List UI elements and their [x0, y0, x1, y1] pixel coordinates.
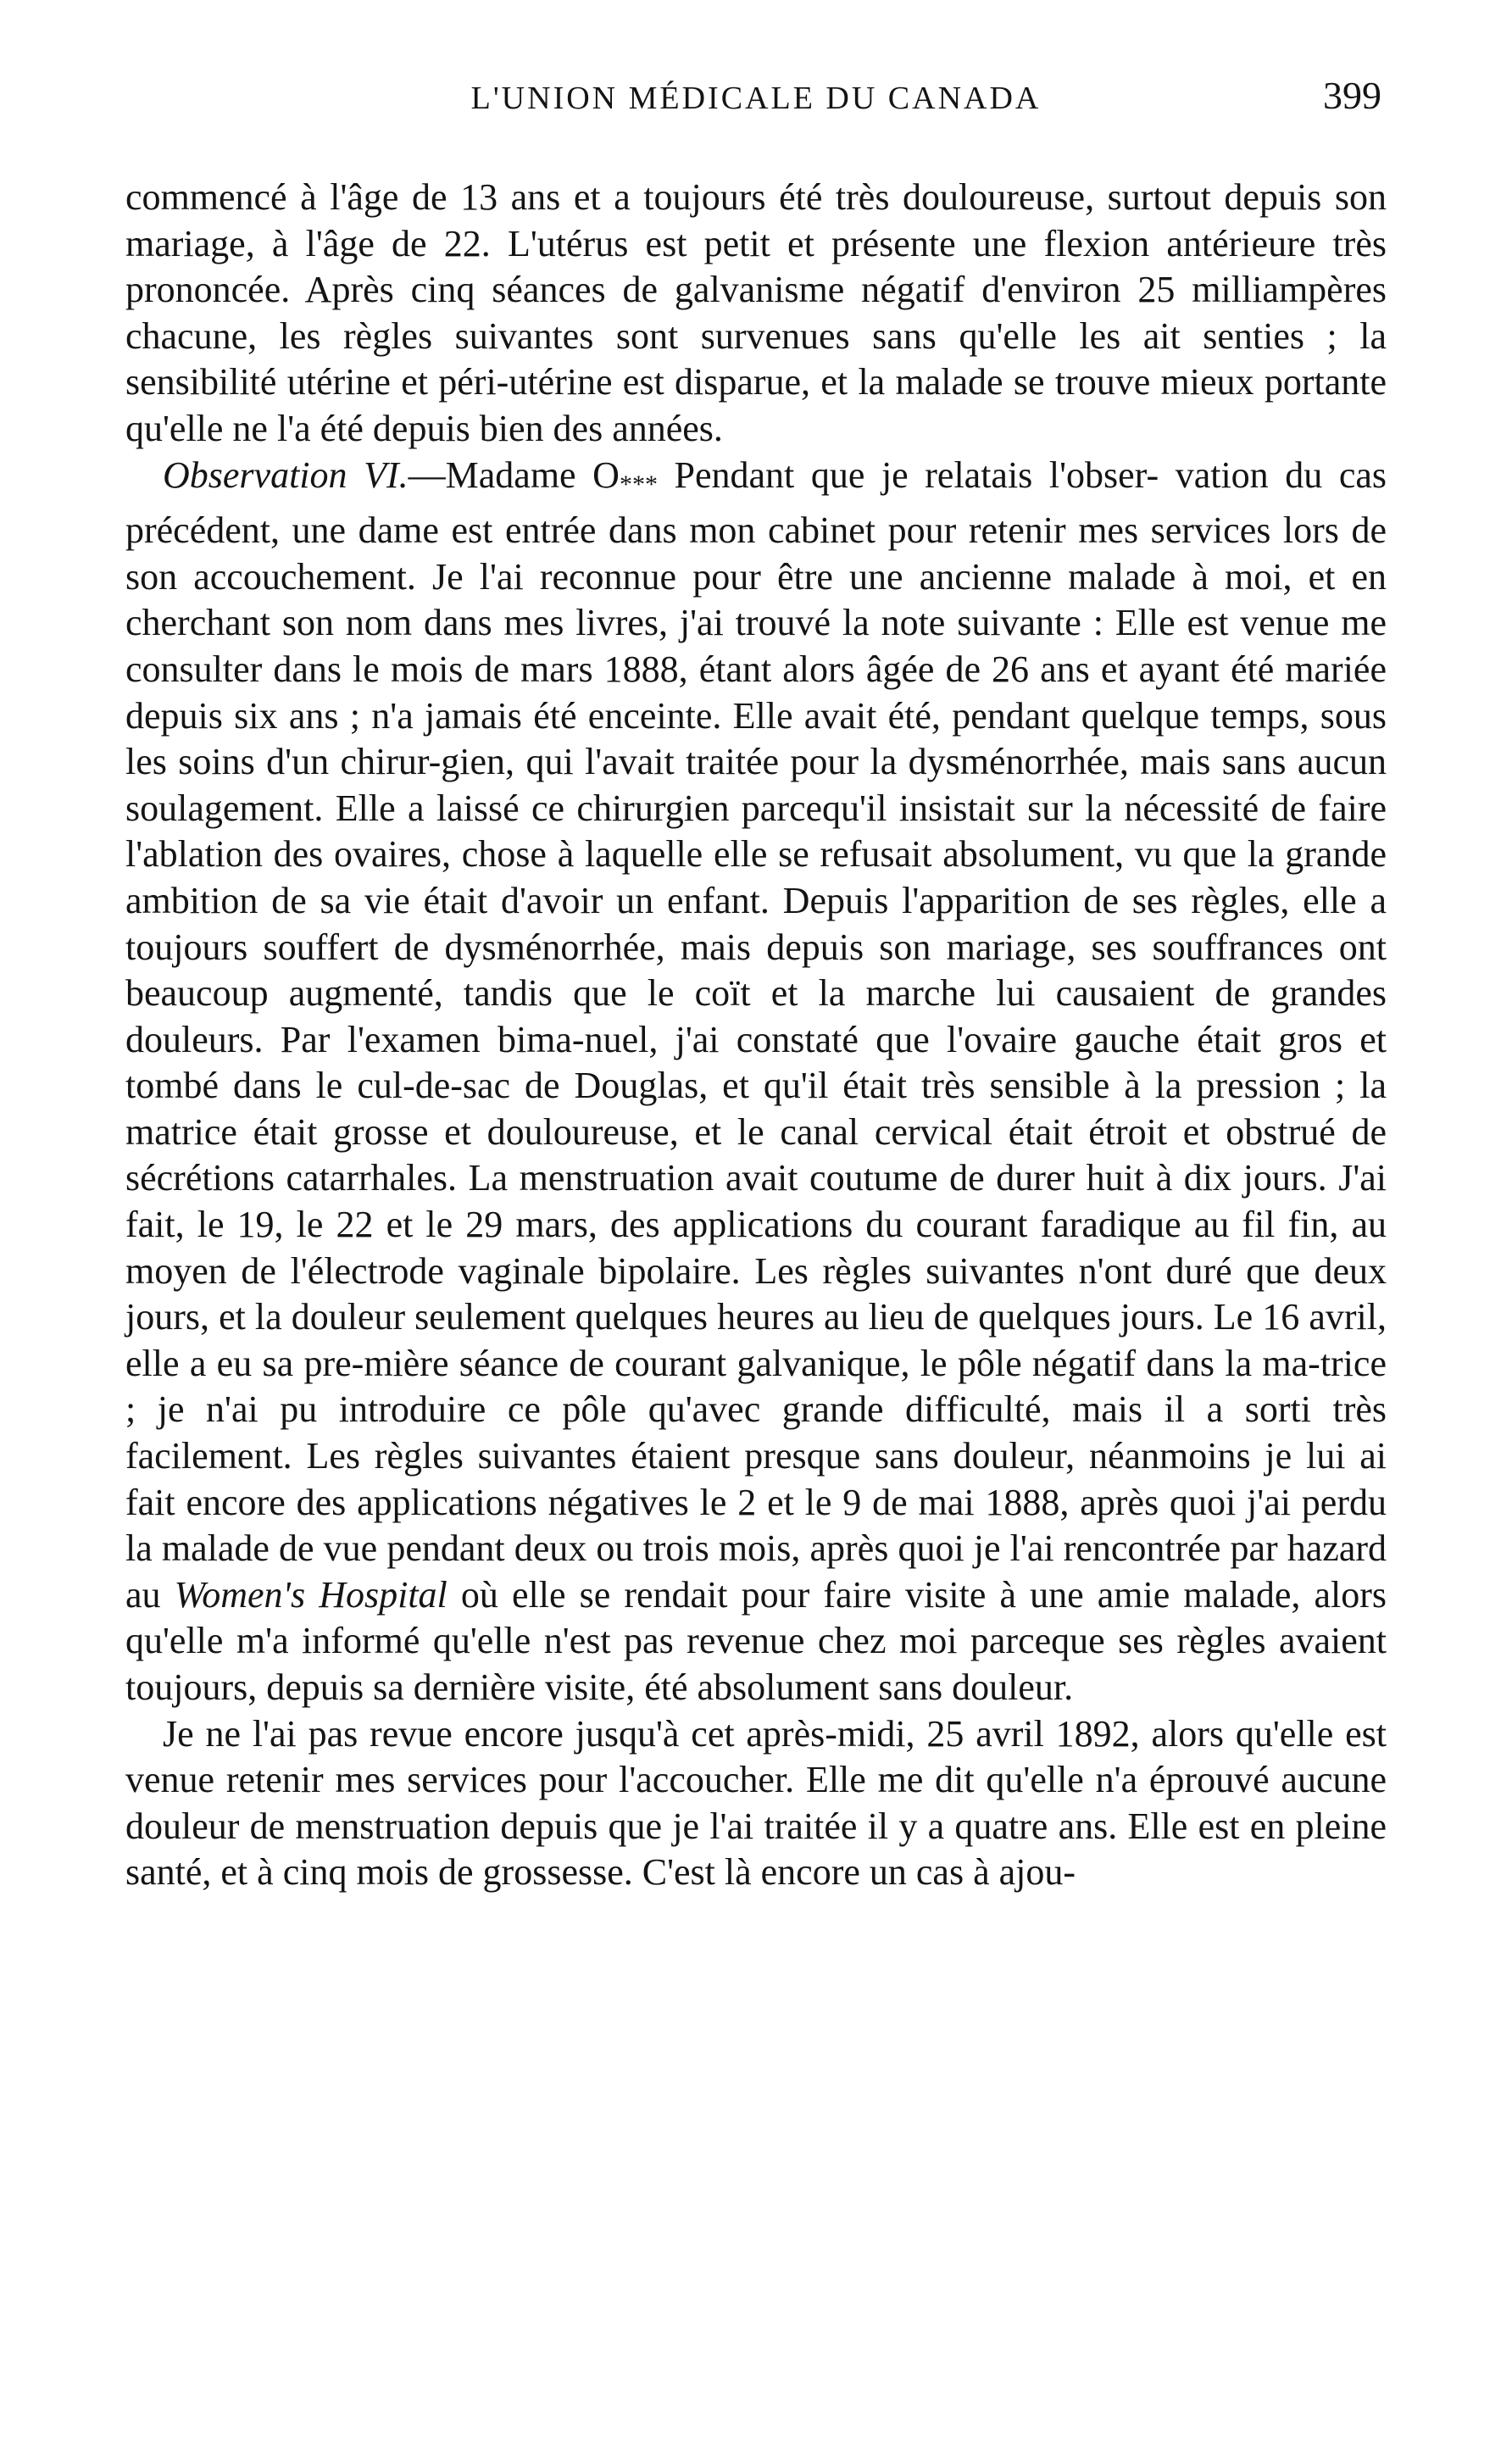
body-text: [125, 175, 1387, 1896]
text-line: soulagement. Elle a laissé ce chirurgien parcequ'il insistait sur: [125, 787, 1073, 829]
observation-first-line: Pendant que je relatais l'obser-: [657, 453, 1159, 496]
observation-lines: [125, 454, 1387, 1570]
text-line: reconnue pour être une ancienne malade à moi, et en cherchant son: [125, 555, 1387, 644]
text-line: dernière visite, été absolument sans douleur.: [403, 1666, 1074, 1708]
text-line: depuis que je l'ai traitée il y a quatre ans. Elle est en pleine: [490, 1805, 1387, 1847]
book-page: [125, 73, 1387, 2395]
text-line: séances de galvanisme négatif d'environ 25 milliampères chacune,: [125, 269, 1387, 357]
text-line: de vue pendant deux ou trois mois, après quoi je l'ai rencontrée par: [269, 1527, 1278, 1570]
text-line: Elle avait été, pendant quelque temps, sous les soins d'un chirur-: [125, 694, 1387, 783]
text-line: surtout depuis son mariage, à l'âge de 22. L'utérus est petit et: [125, 176, 1387, 264]
running-head: [125, 73, 1387, 124]
text-line: nuel, j'ai constaté que l'ovaire gauche était gros et tombé dans le: [125, 1018, 1387, 1107]
text-line: Je ne l'ai pas revue encore jusqu'à cet après-midi, 25 avril 1892,: [163, 1712, 1140, 1755]
text-line: trouve mieux portante qu'elle ne l'a été depuis bien des années.: [125, 361, 1387, 449]
text-line: sans douleur, néanmoins je lui ai fait encore des applications: [125, 1435, 1387, 1523]
text-line: il a sorti très facilement. Les règles suivantes étaient presque: [125, 1388, 1387, 1477]
text-line: d'avoir un enfant. Depuis l'apparition de ses règles, elle a: [487, 879, 1387, 921]
observation-patient: —Madame O: [408, 453, 620, 496]
text-line: une amie malade, alors qu'elle m'a informé qu'elle n'est pas: [125, 1573, 1387, 1662]
patient-asterisks: ***: [619, 470, 658, 498]
paragraph-followup: [125, 1711, 1387, 1896]
text-line: les règles suivantes sont survenues sans qu'elle les ait senties ; la: [257, 314, 1387, 357]
text-line: étroit et obstrué de sécrétions catarrhales. La menstruation: [125, 1110, 1387, 1199]
text-line: alors qu'elle est venue retenir mes services pour l'accoucher.: [125, 1712, 1387, 1801]
text-line: Elle me dit qu'elle n'a éprouvé aucune douleur de menstruation: [125, 1759, 1387, 1847]
running-title: L'UNION MÉDICALE DU CANADA: [470, 81, 1042, 116]
text-line: revenue chez moi parceque ses règles avaient toujours, depuis sa: [125, 1620, 1387, 1708]
text-line: commencé à l'âge de 13 ans et a toujours été très douloureuse,: [125, 176, 1095, 218]
hospital-name: Women's Hospital: [174, 1573, 447, 1616]
text-line: ans et ayant été mariée depuis six ans ; n'a jamais été enceinte.: [125, 648, 1387, 737]
paragraph-continuation: [125, 175, 1387, 453]
text-line: marche lui causaient de grandes douleurs. Par l'examen bima-: [125, 972, 1387, 1060]
text-line: cul-de-sac de Douglas, et qu'il était très sensible à la pression ; la: [342, 1065, 1387, 1107]
text-line: présente une flexion antérieure très prononcée. Après cinq: [125, 222, 1387, 311]
text-line: n'ont duré que deux jours, et la douleur seulement quelques: [125, 1249, 1387, 1338]
text-line: avait coutume de durer huit à dix jours. J'ai fait, le 19, le 22 et: [125, 1157, 1387, 1246]
text-line: sensibilité utérine et péri-utérine est disparue, et la malade se: [125, 361, 1045, 403]
text-line: me consulter dans le mois de mars 1888, étant alors âgée de 26: [125, 602, 1387, 690]
text-line: refusait absolument, vu que la grande ambition de sa vie était: [125, 833, 1387, 921]
text-line: santé, et à cinq mois de grossesse. C'est là encore un cas à ajou-: [125, 1851, 1076, 1894]
hospital-line: hazard au Women's Hospital où elle se rendait pour faire visite à: [125, 1527, 1387, 1616]
page-number: 399: [1323, 74, 1381, 117]
text-line: souffrances ont beaucoup augmenté, tandis que le coït et la: [125, 926, 1387, 1015]
text-line: gien, qui l'avait traitée pour la dysménorrhée, mais sans aucun: [441, 741, 1387, 783]
text-line: moyen de l'électrode vaginale bipolaire. Les règles suivantes: [125, 1249, 1065, 1292]
text-line: vation du cas précédent, une dame est entrée dans mon cabinet: [125, 453, 1387, 552]
text-line: mière séance de courant galvanique, le pôle négatif dans la ma-: [364, 1342, 1320, 1384]
text-line: trice ; je n'ai pu introduire ce pôle qu'avec grande difficulté, mais: [125, 1342, 1387, 1431]
text-line: la nécessité de faire l'ablation des ovaires, chose à laquelle elle se: [125, 787, 1387, 876]
text-line: le 29 mars, des applications du courant faradique au fil fin, au: [413, 1204, 1387, 1246]
text-line: nom dans mes livres, j'ai trouvé la note suivante : Elle est venue: [334, 602, 1330, 644]
text-line: matrice était grosse et douloureuse, et le canal cervical était: [125, 1110, 1073, 1153]
text-line: heures au lieu de quelques jours. Le 16 avril, elle a eu sa pre-: [125, 1296, 1387, 1384]
paragraph-observation-vi: [125, 453, 1387, 1711]
text-line: pour retenir mes services lors de son accouchement. Je l'ai: [125, 509, 1387, 598]
text-line: toujours souffert de dysménorrhée, mais depuis son mariage, ses: [125, 926, 1137, 968]
text-line: négatives le 2 et le 9 de mai 1888, après quoi j'ai perdu la malade: [125, 1481, 1387, 1570]
observation-label: Observation VI.: [163, 453, 409, 496]
